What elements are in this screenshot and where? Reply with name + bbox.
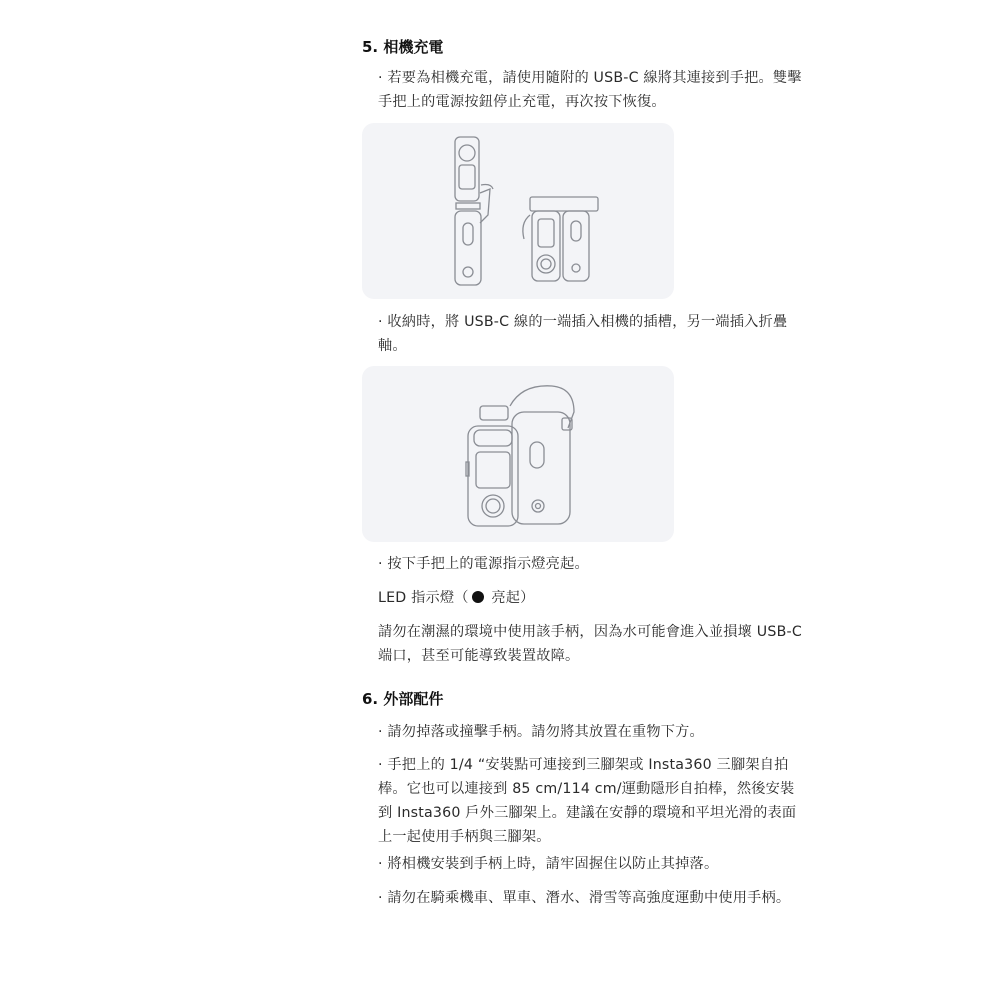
moisture-warning: 請勿在潮濕的環境中使用該手柄，因為水可能會進入並損壞 USB-C 端口，甚至可能導致裝置故障。: [378, 624, 802, 664]
led-dot-icon: [472, 591, 484, 603]
led-prefix: LED 指示燈（: [378, 590, 469, 606]
led-suffix: 亮起）: [486, 590, 535, 606]
led-indicator-note: [378, 586, 803, 610]
charging-paragraph: · 若要為相機充電，請使用隨附的 USB-C 線將其連接到手把。雙擊手把上的電源按鈕停止充電，再次按下恢復。: [378, 70, 802, 110]
tripod-mount-paragraph: · 手把上的 1/4 “安裝點可連接到三腳架或 Insta360 三腳架自拍棒。它也可以連接到 85 cm/114 cm/運動隱形自拍棒，然後安裝到 Insta360 戶外三腳架上。建議在安靜的環境和平坦光滑的表面上一起使用手柄與三腳架。: [378, 757, 797, 845]
storage-paragraph: · 收納時，將 USB-C 線的一端插入相機的插槽，另一端插入折疊軸。: [378, 314, 788, 354]
accessory-drop-warning: · 請勿掉落或撞擊手柄。請勿將其放置在重物下方。: [378, 724, 704, 740]
section-5-title: 5. 相機充電: [362, 38, 444, 56]
sport-warning: · 請勿在騎乘機車、單車、潛水、滑雪等高強度運動中使用手柄。: [378, 890, 791, 906]
charging-illustration: [362, 123, 674, 299]
grip-warning: · 將相機安裝到手柄上時，請牢固握住以防止其掉落。: [378, 856, 719, 872]
section-6-title: 6. 外部配件: [362, 690, 444, 708]
storage-illustration: [362, 366, 674, 542]
power-indicator-paragraph: · 按下手把上的電源指示燈亮起。: [378, 556, 589, 572]
